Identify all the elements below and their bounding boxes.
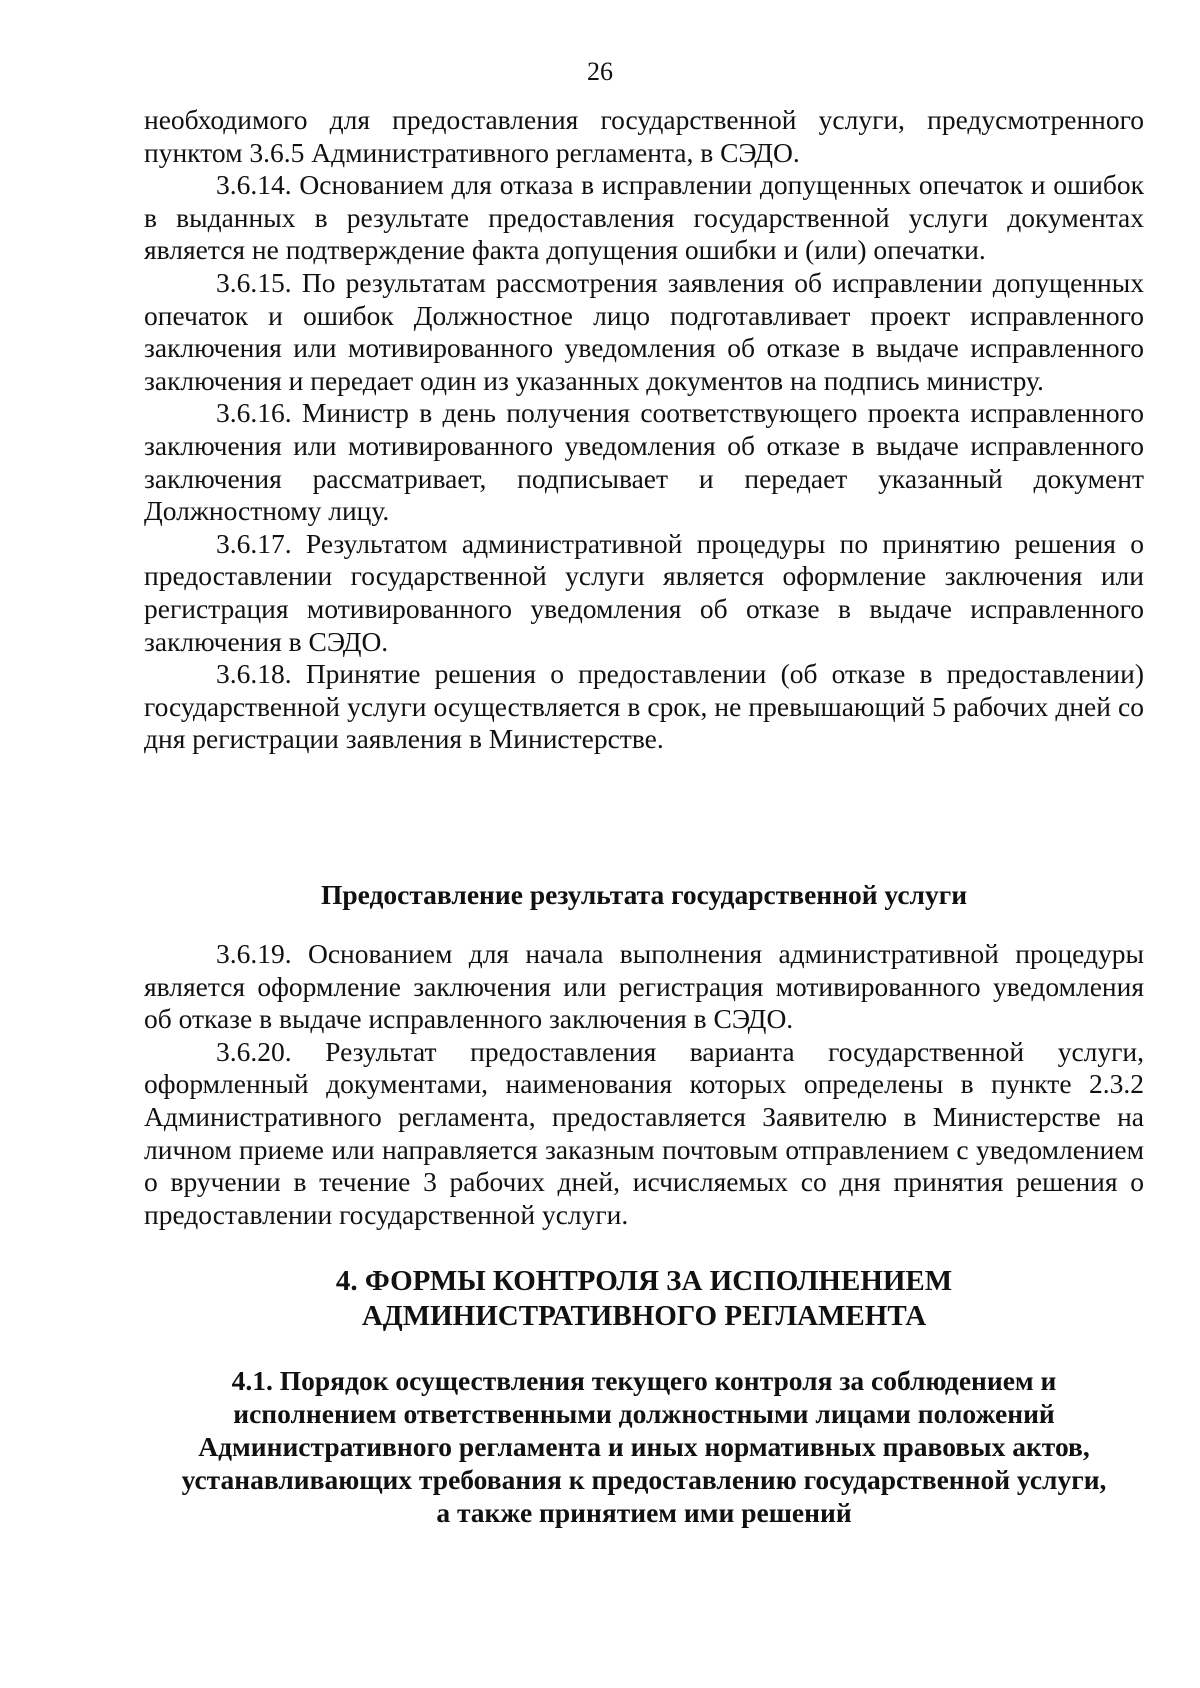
section-4-heading-line-1: 4. ФОРМЫ КОНТРОЛЯ ЗА ИСПОЛНЕНИЕМ — [335, 1265, 953, 1297]
page-number: 26 — [587, 57, 613, 86]
section-4-heading-line-2: АДМИНИСТРАТИВНОГО РЕГЛАМЕНТА — [361, 1300, 927, 1332]
paragraph-3-6-19: 3.6.19. Основанием для начала выполнения административной процедуры является оформление заключения или регистрация мотивированного уведомления об отказе в выдаче исправленного заключения в СЭДО. — [144, 938, 1144, 1035]
section-4-heading — [144, 1264, 1144, 1334]
subsection-4-1-line-4: устанавливающих требования к предоставлению государственной услуги, — [181, 1464, 1107, 1495]
paragraph-3-6-15: 3.6.15. По результатам рассмотрения заявления об исправлении допущенных опечаток и ошибок Должностное лицо подготавливает проект исправленного заключения или мотивированного уведомления об отказе в выдаче исправленного заключения и передает один из указанных документов на подпись министру. — [144, 266, 1144, 396]
paragraph-3-6-20: 3.6.20. Результат предоставления варианта государственной услуги, оформленный документами, наименования которых определены в пункте 2.3.2 Административного регламента, предоставляется Заявителю в Министерстве на личном приеме или направляется заказным почтовым отправлением с уведомлением о вручении в течение 3 рабочих дней, исчисляемых со дня принятия решения о предоставлении государственной услуги. — [144, 1035, 1144, 1230]
paragraph-continuation: необходимого для предоставления государственной услуги, предусмотренного пунктом 3.6.5 Административного регламента, в СЭДО. — [144, 104, 1144, 168]
paragraph-3-6-14: 3.6.14. Основанием для отказа в исправлении допущенных опечаток и ошибок в выданных в результате предоставления государственной услуги документах является не подтверждение факта допущения ошибки и (или) опечатки. — [144, 169, 1144, 266]
subsection-4-1-line-2: исполнением ответственными должностными лицами положений — [233, 1398, 1055, 1429]
paragraphs-block-1 — [144, 104, 1144, 756]
subsection-4-1-heading — [144, 1364, 1144, 1529]
heading-result-text: Предоставление результата государственной услуги — [320, 879, 968, 910]
paragraph-3-6-17: 3.6.17. Результатом административной процедуры по принятию решения о предоставлении государственной услуги является оформление заключения или регистрация мотивированного уведомления об отказе в выдаче исправленного заключения в СЭДО. — [144, 527, 1144, 657]
paragraphs-block-2 — [144, 938, 1144, 1231]
subsection-4-1-line-3: Административного регламента и иных нормативных правовых актов, — [198, 1431, 1090, 1462]
heading-result-provision — [144, 878, 1144, 911]
subsection-4-1-line-5: а также принятием ими решений — [436, 1497, 852, 1528]
paragraph-3-6-16: 3.6.16. Министр в день получения соответствующего проекта исправленного заключения или мотивированного уведомления об отказе в выдаче исправленного заключения рассматривает, подписывает и передает указанный документ Должностному лицу. — [144, 397, 1144, 527]
paragraph-3-6-18: 3.6.18. Принятие решения о предоставлении (об отказе в предоставлении) государственной услуги осуществляется в срок, не превышающий 5 рабочих дней со дня регистрации заявления в Министерстве. — [144, 658, 1144, 755]
subsection-4-1-line-1: 4.1. Порядок осуществления текущего контроля за соблюдением и — [231, 1365, 1057, 1396]
